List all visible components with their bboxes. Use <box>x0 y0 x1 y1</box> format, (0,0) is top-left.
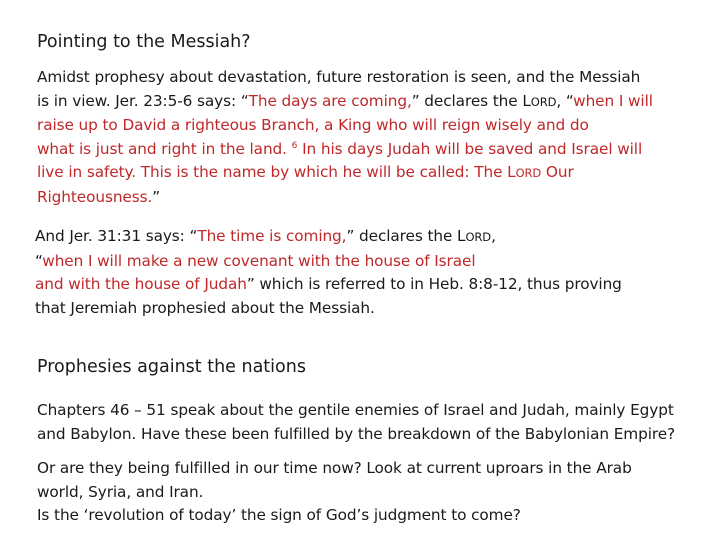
covenant-paragraph <box>35 225 622 320</box>
quote-text: Righteousness. <box>37 187 153 206</box>
quote-line <box>37 161 653 186</box>
text-line: Amidst prophesy about devastation, future restoration is seen, and the Messiah <box>37 68 641 86</box>
nations-paragraph <box>37 399 675 446</box>
quote-text: when I will make a new covenant with the house of Israel <box>42 251 476 270</box>
text-line: and Babylon. Have these been fulfilled by the breakdown of the Babylonian Empire? <box>37 424 676 443</box>
lord-smallcaps: ORD <box>515 166 542 180</box>
text-run: ” declares the L <box>411 91 531 110</box>
fulfillment-paragraph <box>37 457 632 528</box>
text-run: ” <box>152 187 161 206</box>
text-line: that Jeremiah prophesied about the Messiah. <box>35 298 375 317</box>
section-title-nations: Prophesies against the nations <box>37 357 306 377</box>
text-line <box>37 90 653 115</box>
quote-line: raise up to David a righteous Branch, a King who will reign wisely and do <box>37 116 589 134</box>
text-line: Is the ‘revolution of today’ the sign of God’s judgment to come? <box>37 506 521 524</box>
text-line <box>35 273 622 297</box>
text-run: is in view. Jer. 23:5-6 says: “ <box>37 91 249 110</box>
text-run: , “ <box>556 91 574 110</box>
lord-smallcaps: ORD <box>465 230 492 244</box>
quote-text: The time is coming, <box>197 227 347 245</box>
lord-smallcaps: ORD <box>530 94 557 109</box>
text-line: Or are they being fulfilled in our time now? Look at current uproars in the Arab <box>37 459 632 477</box>
verse-number: 6 <box>291 140 298 151</box>
messiah-paragraph <box>37 66 653 209</box>
text-line: world, Syria, and Iran. <box>37 482 204 501</box>
quote-text: and with the house of Judah <box>35 275 247 293</box>
text-run: And Jer. 31:31 says: “ <box>35 227 198 245</box>
quote-text: The days are coming, <box>248 91 412 110</box>
text-run: ” which is referred to in Heb. 8:8-12, thus proving <box>246 275 622 293</box>
text-run: ” declares the L <box>346 227 466 245</box>
text-line: Chapters 46 – 51 speak about the gentile enemies of Israel and Judah, mainly Egypt <box>37 401 674 419</box>
quote-text: when I will <box>573 91 653 110</box>
quote-text: what is just and right in the land. <box>37 139 292 158</box>
quote-line <box>37 138 653 162</box>
text-run: , <box>491 227 496 245</box>
section-title-messiah: Pointing to the Messiah? <box>37 32 251 52</box>
quote-text: In his days Judah will be saved and Israel will <box>297 139 643 158</box>
text-line <box>35 225 622 250</box>
text-line <box>37 186 653 210</box>
quote-text: Our <box>541 163 574 181</box>
quote-text: live in safety. This is the name by which he will be called: The L <box>37 163 516 181</box>
text-line <box>35 250 622 274</box>
text-run: “ <box>35 251 43 270</box>
